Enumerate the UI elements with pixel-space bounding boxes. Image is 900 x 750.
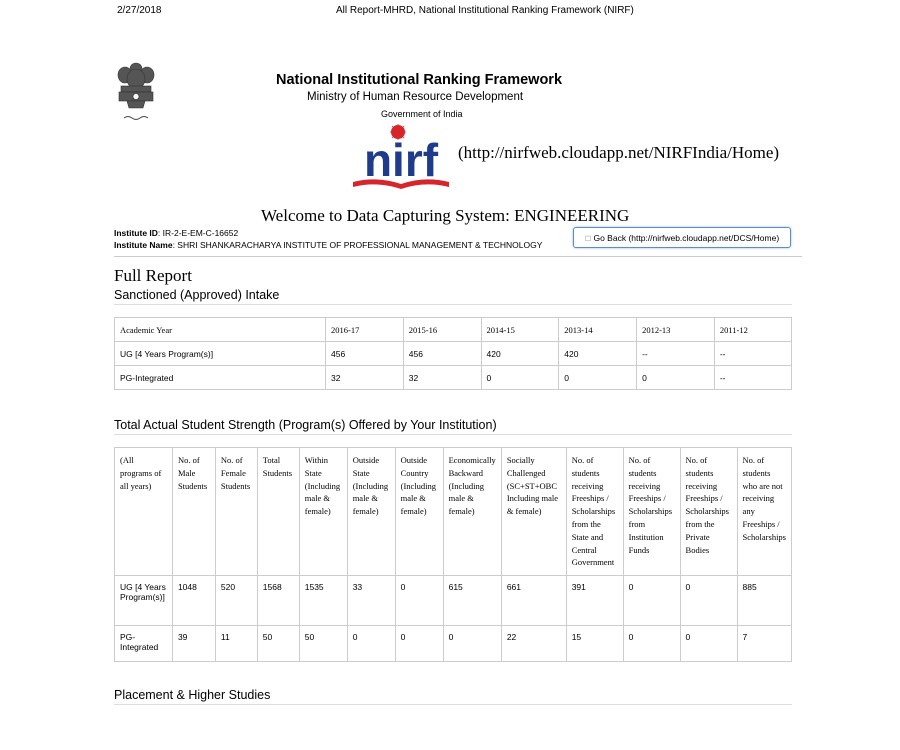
strength-cell: 15 (566, 626, 623, 662)
intake-cell: 32 (403, 366, 481, 390)
strength-title: Total Actual Student Strength (Program(s) Offered by Your Institution) (114, 418, 497, 432)
strength-cell: 0 (347, 626, 395, 662)
placement-title: Placement & Higher Studies (114, 688, 271, 702)
strength-cell: 33 (347, 576, 395, 626)
intake-cell: 420 (559, 342, 637, 366)
intake-cell: 32 (326, 366, 404, 390)
strength-cell: 1568 (257, 576, 299, 626)
strength-title-rule (114, 434, 792, 435)
strength-cell: 22 (501, 626, 566, 662)
intake-title: Sanctioned (Approved) Intake (114, 288, 280, 302)
intake-row (115, 366, 792, 390)
intake-cell: 0 (481, 366, 559, 390)
print-title: All Report-MHRD, National Institutional Ranking Framework (NIRF) (336, 5, 634, 16)
welcome-title: Welcome to Data Capturing System: ENGINEERING (261, 206, 630, 225)
strength-cell: 7 (737, 626, 791, 662)
strength-cell: 661 (501, 576, 566, 626)
go-back-label: Go Back (http://nirfweb.cloudapp.net/DCS/Home) (593, 233, 780, 243)
strength-header-cell: Economically Backward (Including male & female) (443, 448, 501, 576)
intake-cell: PG-Integrated (115, 366, 326, 390)
strength-cell: 11 (215, 626, 257, 662)
intake-cell: 0 (559, 366, 637, 390)
intake-header-cell: Academic Year (115, 318, 326, 342)
intake-header-cell: 2012-13 (637, 318, 715, 342)
intake-cell: -- (637, 342, 715, 366)
institute-id-value: : IR-2-E-EM-C-16652 (157, 228, 239, 238)
strength-header-cell: No. of students receiving Freeships / Scholarships from Institution Funds (623, 448, 680, 576)
intake-cell: 456 (326, 342, 404, 366)
strength-cell: 0 (680, 626, 737, 662)
intake-header-cell: 2013-14 (559, 318, 637, 342)
strength-header-cell: Outside State (Including male & female) (347, 448, 395, 576)
strength-header-cell: No. of students receiving Freeships / Scholarships from the State and Central Government (566, 448, 623, 576)
intake-header-row (115, 318, 792, 342)
institute-name (114, 240, 542, 250)
strength-cell: 615 (443, 576, 501, 626)
intake-header-cell: 2016-17 (326, 318, 404, 342)
strength-cell: 520 (215, 576, 257, 626)
strength-cell: 1535 (299, 576, 347, 626)
nirf-logo-text: nirf (363, 134, 439, 186)
strength-cell: 0 (623, 576, 680, 626)
intake-cell: 456 (403, 342, 481, 366)
strength-header-cell: Total Students (257, 448, 299, 576)
strength-cell: 0 (395, 576, 443, 626)
strength-row (115, 576, 792, 626)
strength-table (114, 447, 792, 662)
nirf-home-link[interactable]: (http://nirfweb.cloudapp.net/NIRFIndia/Home) (458, 143, 780, 162)
strength-cell: 39 (172, 626, 215, 662)
intake-cell: -- (714, 366, 791, 390)
print-header (0, 5, 900, 19)
institute-id (114, 228, 238, 238)
intake-cell: UG [4 Years Program(s)] (115, 342, 326, 366)
go-back-button[interactable] (573, 227, 791, 248)
strength-cell: 0 (680, 576, 737, 626)
strength-cell: 50 (299, 626, 347, 662)
institute-id-label: Institute ID (114, 228, 158, 238)
strength-cell: 0 (395, 626, 443, 662)
strength-cell: 50 (257, 626, 299, 662)
placement-title-rule (114, 704, 792, 705)
divider (114, 256, 802, 257)
header-government: Government of India (381, 109, 463, 119)
strength-cell: PG-Integrated (115, 626, 173, 662)
intake-header-cell: 2014-15 (481, 318, 559, 342)
intake-title-rule (114, 304, 792, 305)
intake-header-cell: 2011-12 (714, 318, 791, 342)
header-title: National Institutional Ranking Framework (276, 72, 563, 88)
institute-name-label: Institute Name (114, 240, 173, 250)
strength-cell: 0 (623, 626, 680, 662)
institute-name-value: : SHRI SHANKARACHARYA INSTITUTE OF PROFESSIONAL MANAGEMENT & TECHNOLOGY (172, 240, 543, 250)
strength-cell: UG [4 Years Program(s)] (115, 576, 173, 626)
national-emblem-icon (114, 60, 158, 126)
intake-row (115, 342, 792, 366)
intake-cell: 0 (637, 366, 715, 390)
strength-header-cell: Socially Challenged (SC+ST+OBC Including male & female) (501, 448, 566, 576)
nirf-logo[interactable] (350, 124, 453, 192)
intake-header-cell: 2015-16 (403, 318, 481, 342)
strength-header-cell: No. of students receiving Freeships / Scholarships from the Private Bodies (680, 448, 737, 576)
header-ministry: Ministry of Human Resource Development (307, 91, 524, 103)
strength-header-cell: Within State (Including male & female) (299, 448, 347, 576)
strength-header-cell: No. of students who are not receiving any Freeships / Scholarships (737, 448, 791, 576)
strength-cell: 885 (737, 576, 791, 626)
intake-cell: -- (714, 342, 791, 366)
strength-cell: 1048 (172, 576, 215, 626)
strength-header-cell: Outside Country (Including male & female) (395, 448, 443, 576)
strength-header-row (115, 448, 792, 576)
print-date: 2/27/2018 (117, 5, 162, 16)
intake-cell: 420 (481, 342, 559, 366)
strength-cell: 0 (443, 626, 501, 662)
strength-cell: 391 (566, 576, 623, 626)
strength-header-cell: No. of Male Students (172, 448, 215, 576)
checkbox-icon: ☐ (584, 236, 592, 243)
strength-header-cell: (All programs of all years) (115, 448, 173, 576)
report-title: Full Report (114, 266, 192, 285)
strength-header-cell: No. of Female Students (215, 448, 257, 576)
intake-table (114, 317, 792, 390)
strength-row (115, 626, 792, 662)
